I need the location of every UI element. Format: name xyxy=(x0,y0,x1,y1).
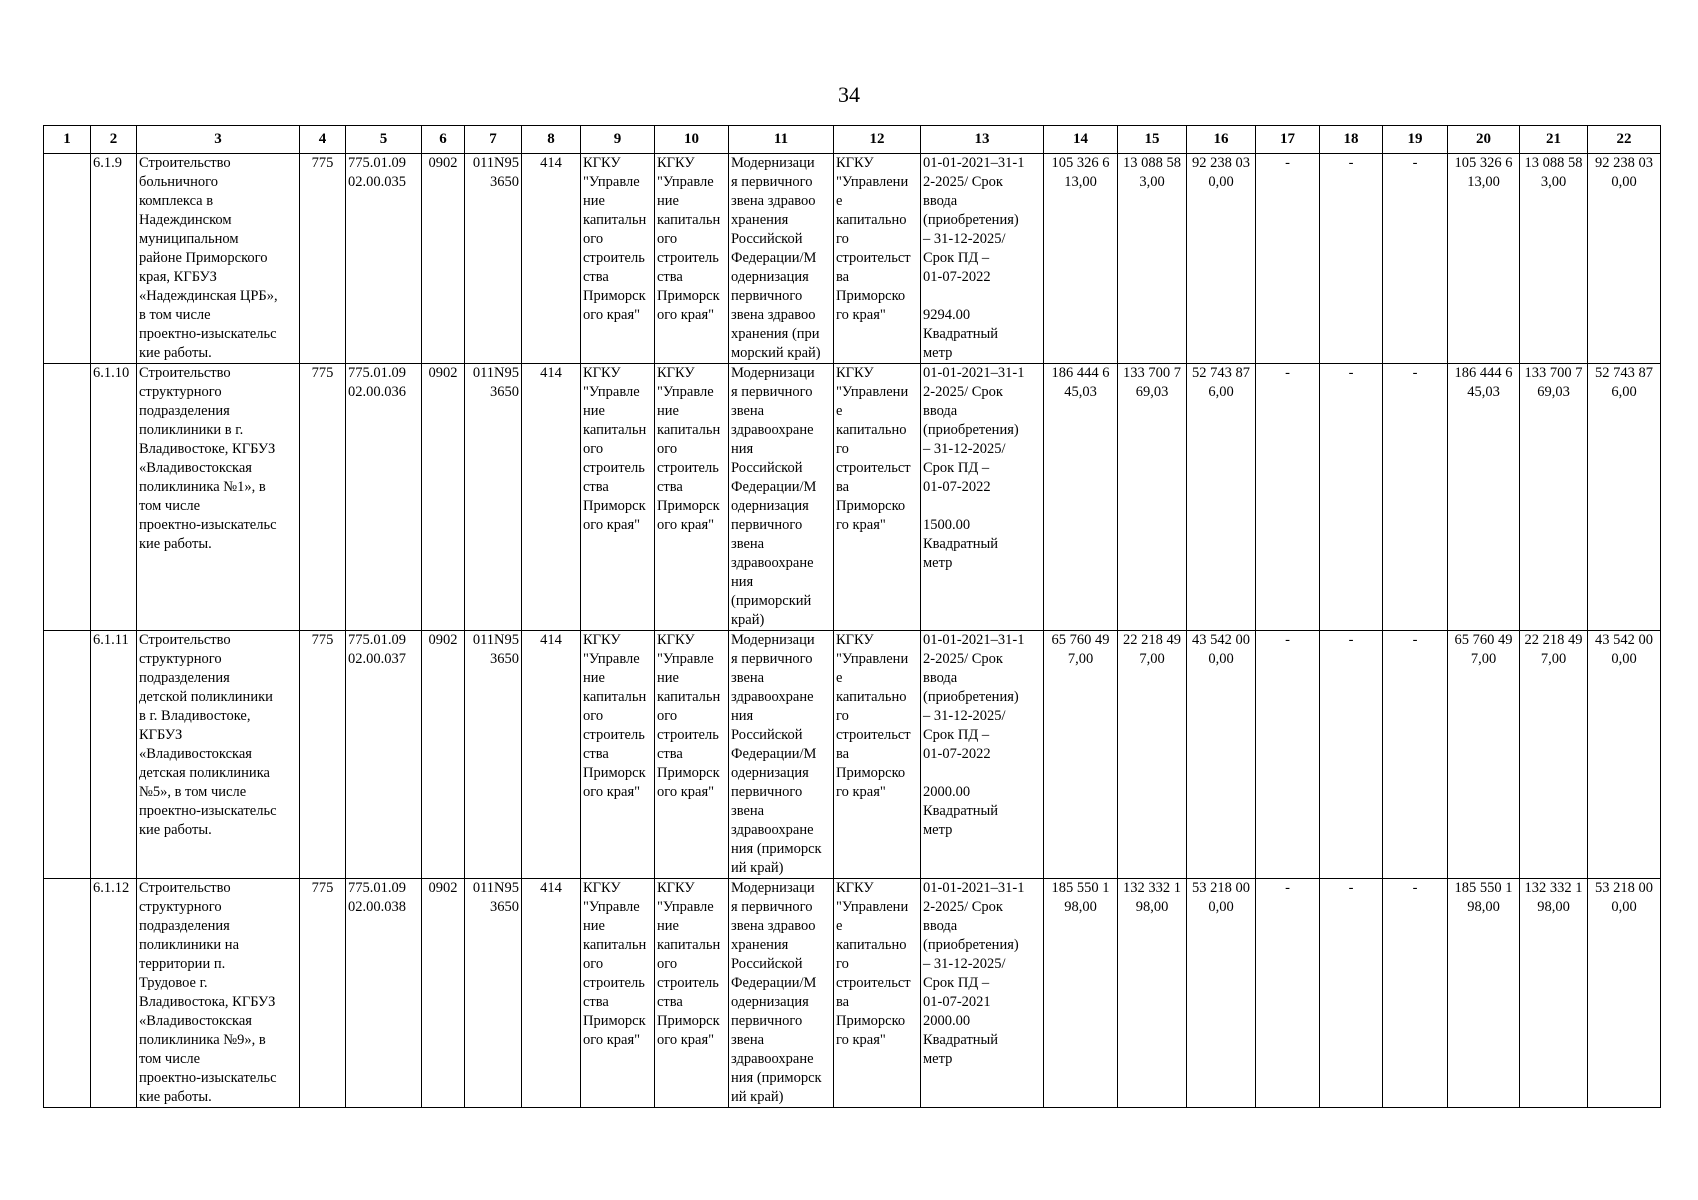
table-cell: 6.1.12 xyxy=(91,879,137,1108)
table-cell: КГКУ "Управле ние капитальн ого строитель ства Приморск ого края" xyxy=(581,879,655,1108)
table-cell: 185 550 1 98,00 xyxy=(1448,879,1520,1108)
table-cell: 0902 xyxy=(422,364,465,631)
table-cell: 775 xyxy=(300,631,346,879)
table-cell: Модернизаци я первичного звена здравоохране ния Российской Федерации/М одернизация первичного звена здравоохране ния (приморск ий край) xyxy=(729,631,834,879)
table-cell: КГКУ "Управлени е капитально го строительст ва Приморско го края" xyxy=(834,364,921,631)
table-cell: - xyxy=(1383,879,1448,1108)
table-cell: 43 542 00 0,00 xyxy=(1187,631,1256,879)
column-header: 3 xyxy=(137,126,300,154)
table-cell: 52 743 87 6,00 xyxy=(1588,364,1661,631)
table-cell: - xyxy=(1320,364,1383,631)
table-cell: 6.1.9 xyxy=(91,154,137,364)
table-cell: - xyxy=(1320,154,1383,364)
table-cell xyxy=(44,631,91,879)
table-cell: 22 218 49 7,00 xyxy=(1520,631,1588,879)
table-cell: - xyxy=(1256,154,1320,364)
column-header: 12 xyxy=(834,126,921,154)
table-cell: 775 xyxy=(300,879,346,1108)
table-cell: КГКУ "Управле ние капитальн ого строитель ства Приморск ого края" xyxy=(581,364,655,631)
table-row xyxy=(44,879,1661,1108)
table-cell: Строительство структурного подразделения детской поликлиники в г. Владивостоке, КГБУЗ «Владивостокская детская поликлиника №5», в том числе проектно-изыскательс кие работы. xyxy=(137,631,300,879)
table-cell: 133 700 7 69,03 xyxy=(1520,364,1588,631)
table-cell: 6.1.11 xyxy=(91,631,137,879)
table-cell: КГКУ "Управлени е капитально го строительст ва Приморско го края" xyxy=(834,154,921,364)
table-cell: Строительство структурного подразделения поликлиники в г. Владивостоке, КГБУЗ «Владивостокская поликлиника №1», в том числе проектно-изыскательс кие работы. xyxy=(137,364,300,631)
table-cell: 0902 xyxy=(422,154,465,364)
table-cell: 186 444 6 45,03 xyxy=(1448,364,1520,631)
column-header: 15 xyxy=(1118,126,1187,154)
page-number: 34 xyxy=(838,82,860,107)
table-cell: 105 326 6 13,00 xyxy=(1044,154,1118,364)
table-cell: 775.01.09 02.00.037 xyxy=(346,631,422,879)
table-row xyxy=(44,364,1661,631)
table-cell: Модернизаци я первичного звена здравоо хранения Российской Федерации/М одернизация первичного звена здравоохране ния (приморск ий край) xyxy=(729,879,834,1108)
table-cell: 01-01-2021–31-1 2-2025/ Срок ввода (приобретения) – 31-12-2025/ Срок ПД – 01-07-2022 1500.00 Квадратный метр xyxy=(921,364,1044,631)
table-cell: - xyxy=(1256,879,1320,1108)
budget-table xyxy=(43,125,1661,1108)
table-cell: 775.01.09 02.00.036 xyxy=(346,364,422,631)
table-cell: 52 743 87 6,00 xyxy=(1187,364,1256,631)
table-cell: - xyxy=(1383,364,1448,631)
table-cell: 011N95 3650 xyxy=(465,631,522,879)
table-cell: 53 218 00 0,00 xyxy=(1187,879,1256,1108)
column-header: 18 xyxy=(1320,126,1383,154)
column-header: 17 xyxy=(1256,126,1320,154)
table-cell: 186 444 6 45,03 xyxy=(1044,364,1118,631)
column-header: 16 xyxy=(1187,126,1256,154)
table-cell: 414 xyxy=(522,879,581,1108)
table-cell: Строительство больничного комплекса в Надеждинском муниципальном районе Приморского края, КГБУЗ «Надеждинская ЦРБ», в том числе проектно-изыскательс кие работы. xyxy=(137,154,300,364)
table-cell: 414 xyxy=(522,631,581,879)
table-cell: 13 088 58 3,00 xyxy=(1118,154,1187,364)
column-header: 5 xyxy=(346,126,422,154)
table-cell: КГКУ "Управле ние капитальн ого строитель ства Приморск ого края" xyxy=(581,154,655,364)
table-cell: 6.1.10 xyxy=(91,364,137,631)
table-cell: - xyxy=(1320,879,1383,1108)
table-cell: 01-01-2021–31-1 2-2025/ Срок ввода (приобретения) – 31-12-2025/ Срок ПД – 01-07-2022 9294.00 Квадратный метр xyxy=(921,154,1044,364)
table-cell xyxy=(44,879,91,1108)
table-cell: 775.01.09 02.00.035 xyxy=(346,154,422,364)
column-header: 21 xyxy=(1520,126,1588,154)
table-cell: - xyxy=(1383,154,1448,364)
table-cell: 775.01.09 02.00.038 xyxy=(346,879,422,1108)
column-header: 6 xyxy=(422,126,465,154)
table-cell: 65 760 49 7,00 xyxy=(1044,631,1118,879)
table-cell: - xyxy=(1383,631,1448,879)
table-cell: КГКУ "Управле ние капитальн ого строитель ства Приморск ого края" xyxy=(655,364,729,631)
table-cell: 132 332 1 98,00 xyxy=(1118,879,1187,1108)
table-cell: 011N95 3650 xyxy=(465,364,522,631)
table-cell: КГКУ "Управле ние капитальн ого строитель ства Приморск ого края" xyxy=(655,879,729,1108)
table-cell: 0902 xyxy=(422,631,465,879)
column-header: 9 xyxy=(581,126,655,154)
table-row xyxy=(44,631,1661,879)
table-cell: 65 760 49 7,00 xyxy=(1448,631,1520,879)
table-cell: 011N95 3650 xyxy=(465,154,522,364)
table-cell: Модернизаци я первичного звена здравоохране ния Российской Федерации/М одернизация первичного звена здравоохране ния (приморский край) xyxy=(729,364,834,631)
table-cell xyxy=(44,364,91,631)
table-cell: 92 238 03 0,00 xyxy=(1187,154,1256,364)
table-cell: 92 238 03 0,00 xyxy=(1588,154,1661,364)
column-header: 20 xyxy=(1448,126,1520,154)
table-cell: КГКУ "Управле ние капитальн ого строитель ства Приморск ого края" xyxy=(655,154,729,364)
column-header: 10 xyxy=(655,126,729,154)
column-header: 7 xyxy=(465,126,522,154)
table-cell: КГКУ "Управле ние капитальн ого строитель ства Приморск ого края" xyxy=(581,631,655,879)
table-cell: 105 326 6 13,00 xyxy=(1448,154,1520,364)
column-header: 11 xyxy=(729,126,834,154)
table-cell: 01-01-2021–31-1 2-2025/ Срок ввода (приобретения) – 31-12-2025/ Срок ПД – 01-07-2022 2000.00 Квадратный метр xyxy=(921,631,1044,879)
table-cell: 011N95 3650 xyxy=(465,879,522,1108)
table-cell: 01-01-2021–31-1 2-2025/ Срок ввода (приобретения) – 31-12-2025/ Срок ПД – 01-07-2021 2000.00 Квадратный метр xyxy=(921,879,1044,1108)
table-cell: 414 xyxy=(522,154,581,364)
table-cell: - xyxy=(1256,364,1320,631)
column-header: 13 xyxy=(921,126,1044,154)
column-header: 22 xyxy=(1588,126,1661,154)
table-cell: 414 xyxy=(522,364,581,631)
column-header: 14 xyxy=(1044,126,1118,154)
table-cell: 13 088 58 3,00 xyxy=(1520,154,1588,364)
table-cell: Строительство структурного подразделения поликлиники на территории п. Трудовое г. Владивостока, КГБУЗ «Владивостокская поликлиника №9», в том числе проектно-изыскательс кие работы. xyxy=(137,879,300,1108)
table-cell: 0902 xyxy=(422,879,465,1108)
table-cell: 185 550 1 98,00 xyxy=(1044,879,1118,1108)
column-header: 2 xyxy=(91,126,137,154)
table-row xyxy=(44,154,1661,364)
table-cell: КГКУ "Управлени е капитально го строительст ва Приморско го края" xyxy=(834,631,921,879)
table-cell: 133 700 7 69,03 xyxy=(1118,364,1187,631)
table-cell: 132 332 1 98,00 xyxy=(1520,879,1588,1108)
column-header: 19 xyxy=(1383,126,1448,154)
table-cell: Модернизаци я первичного звена здравоо хранения Российской Федерации/М одернизация первичного звена здравоо хранения (при морский край) xyxy=(729,154,834,364)
table-cell: 43 542 00 0,00 xyxy=(1588,631,1661,879)
table-cell xyxy=(44,154,91,364)
column-header: 4 xyxy=(300,126,346,154)
header-row xyxy=(44,126,1661,154)
table-cell: 53 218 00 0,00 xyxy=(1588,879,1661,1108)
column-header: 1 xyxy=(44,126,91,154)
column-header: 8 xyxy=(522,126,581,154)
table-cell: КГКУ "Управле ние капитальн ого строитель ства Приморск ого края" xyxy=(655,631,729,879)
table-cell: - xyxy=(1320,631,1383,879)
table-cell: 775 xyxy=(300,364,346,631)
table-cell: КГКУ "Управлени е капитально го строительст ва Приморско го края" xyxy=(834,879,921,1108)
table-cell: 22 218 49 7,00 xyxy=(1118,631,1187,879)
table-cell: - xyxy=(1256,631,1320,879)
table-cell: 775 xyxy=(300,154,346,364)
